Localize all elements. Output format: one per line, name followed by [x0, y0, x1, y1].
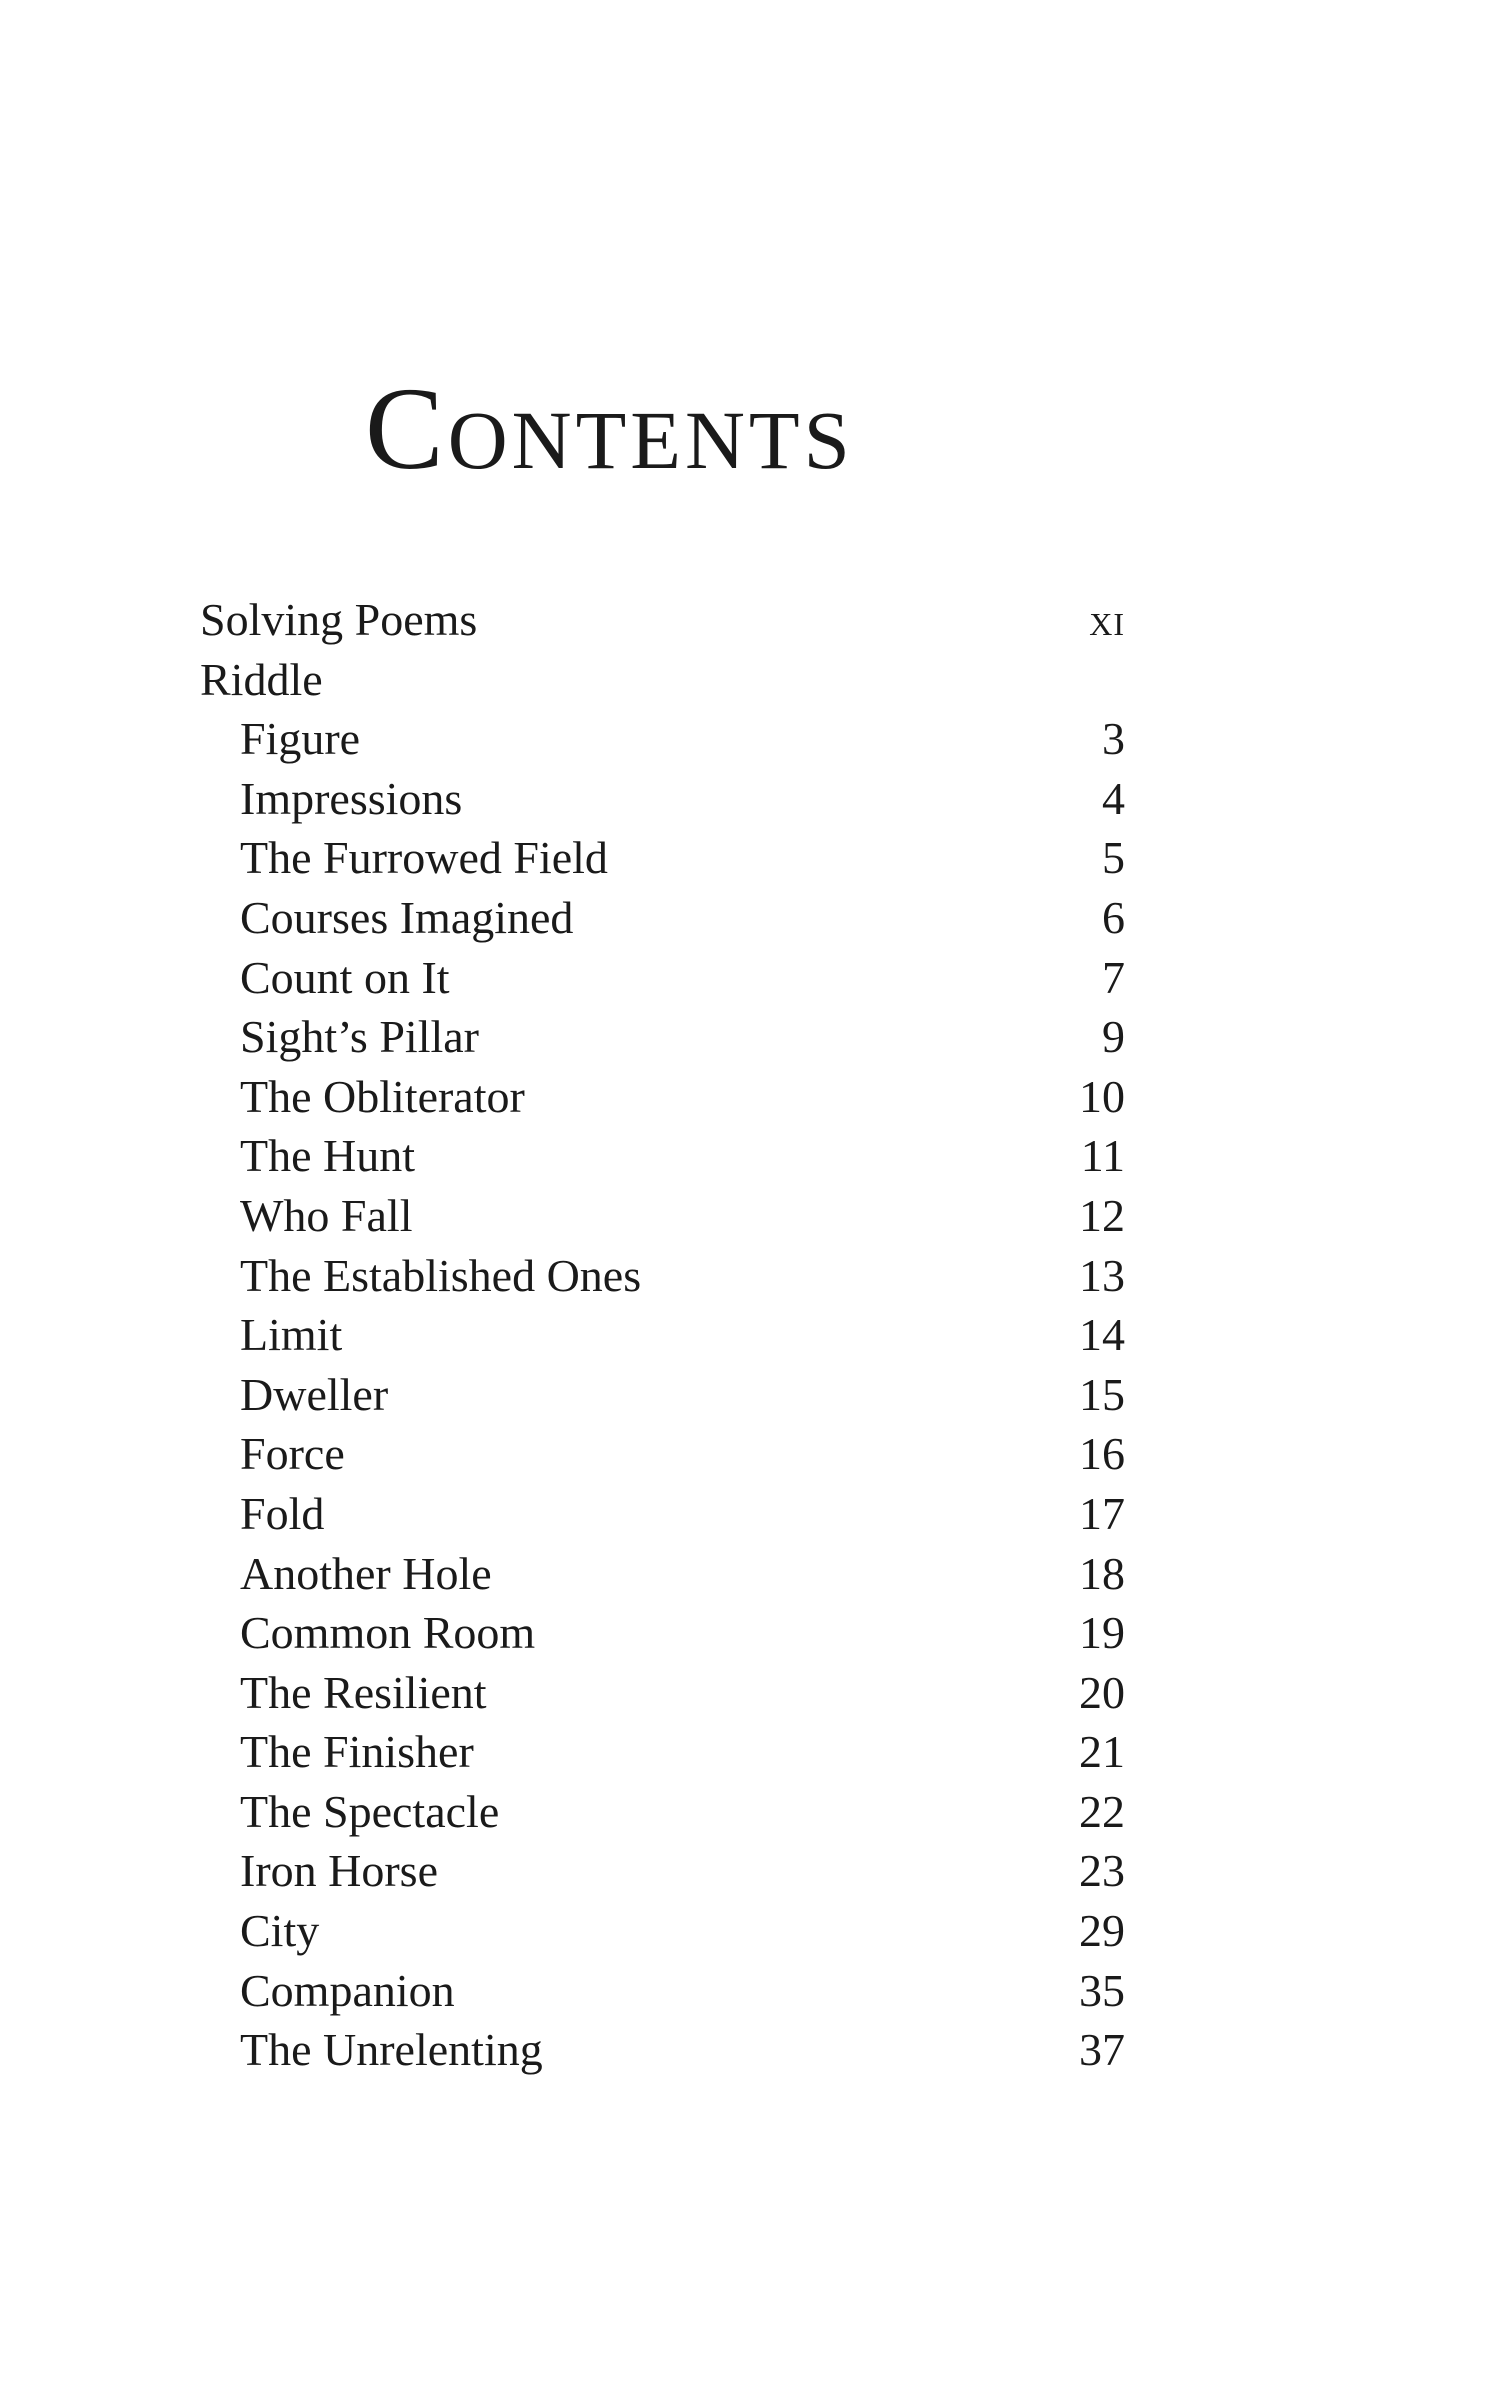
toc-entry-title: The Established Ones	[240, 1249, 642, 1301]
toc-entry-title: Fold	[240, 1487, 325, 1539]
toc-entry	[200, 1544, 1125, 1604]
toc-entry-title: Impressions	[240, 772, 463, 824]
toc-entry-page-number: 22	[1079, 1785, 1125, 1837]
toc-entry-title: The Obliterator	[240, 1070, 525, 1122]
toc-entry-title: Force	[240, 1428, 345, 1480]
toc-entry-page-number: 29	[1079, 1905, 1125, 1957]
toc-entry-title: City	[240, 1905, 320, 1957]
toc-entry	[200, 948, 1125, 1008]
toc-entry	[200, 1365, 1125, 1425]
toc-entry-page-number: 23	[1079, 1845, 1125, 1897]
toc-entry	[200, 1901, 1125, 1961]
toc-entry	[200, 1782, 1125, 1842]
toc-entry	[200, 1961, 1125, 2021]
toc-entry-page-number: 37	[1079, 2024, 1125, 2076]
table-of-contents	[200, 590, 1125, 2080]
toc-entry-page-number: 20	[1079, 1666, 1125, 1718]
toc-entry-title: The Unrelenting	[240, 2024, 543, 2076]
toc-entry-title: The Finisher	[240, 1726, 474, 1778]
toc-entry	[200, 1305, 1125, 1365]
toc-entry	[200, 1126, 1125, 1186]
toc-entry	[200, 1067, 1125, 1127]
toc-entry	[200, 1424, 1125, 1484]
toc-entry-page-number: 13	[1079, 1249, 1125, 1301]
toc-entry	[200, 888, 1125, 948]
toc-entry	[200, 709, 1125, 769]
toc-entry-page-number: 15	[1079, 1368, 1125, 1420]
toc-entry	[200, 828, 1125, 888]
toc-entry	[200, 1603, 1125, 1663]
toc-entry	[200, 1722, 1125, 1782]
toc-entry-title: The Resilient	[240, 1666, 487, 1718]
toc-entry-page-number: 3	[1102, 713, 1125, 765]
toc-entry-title: Courses Imagined	[240, 891, 574, 943]
toc-entry-title: Who Fall	[240, 1189, 413, 1241]
toc-entry-title: Companion	[240, 1964, 455, 2016]
toc-entry-title: Dweller	[240, 1368, 389, 1420]
toc-entry-title: Count on It	[240, 951, 450, 1003]
toc-entry-page-number: xi	[1089, 594, 1125, 645]
toc-entry	[200, 650, 1125, 710]
toc-entry-page-number: 10	[1079, 1070, 1125, 1122]
toc-entry-title: Common Room	[240, 1607, 536, 1659]
toc-entry-title: The Hunt	[240, 1130, 416, 1182]
toc-entry	[200, 590, 1125, 650]
toc-entry-title: Sight’s Pillar	[240, 1011, 479, 1063]
toc-entry-title: Another Hole	[240, 1547, 492, 1599]
toc-entry-page-number: 17	[1079, 1487, 1125, 1539]
toc-entry	[200, 1841, 1125, 1901]
toc-entry	[200, 1007, 1125, 1067]
toc-entry-title: Figure	[240, 713, 361, 765]
toc-entry-title: Solving Poems	[200, 594, 478, 645]
toc-entry-page-number: 9	[1102, 1011, 1125, 1063]
toc-entry-page-number: 6	[1102, 891, 1125, 943]
toc-entry-title: The Furrowed Field	[240, 832, 608, 884]
toc-entry	[200, 769, 1125, 829]
toc-entry	[200, 1663, 1125, 1723]
toc-entry-title: Limit	[240, 1309, 343, 1361]
toc-entry-page-number: 21	[1079, 1726, 1125, 1778]
toc-entry-page-number: 12	[1079, 1189, 1125, 1241]
toc-entry-page-number: 19	[1079, 1607, 1125, 1659]
toc-entry	[200, 1186, 1125, 1246]
toc-entry-page-number: 16	[1079, 1428, 1125, 1480]
toc-entry-page-number: 14	[1079, 1309, 1125, 1361]
toc-entry-title: Iron Horse	[240, 1845, 438, 1897]
toc-entry	[200, 2020, 1125, 2080]
toc-entry-page-number: 5	[1102, 832, 1125, 884]
toc-entry-page-number: 35	[1079, 1964, 1125, 2016]
page-title: Contents	[365, 363, 854, 494]
toc-entry-title: The Spectacle	[240, 1785, 500, 1837]
toc-entry-page-number: 7	[1102, 951, 1125, 1003]
toc-entry-page-number: 18	[1079, 1547, 1125, 1599]
toc-entry	[200, 1484, 1125, 1544]
toc-entry	[200, 1246, 1125, 1306]
toc-entry-page-number: 4	[1102, 772, 1125, 824]
toc-entry-title: Riddle	[200, 653, 323, 705]
toc-entry-page-number: 11	[1080, 1130, 1125, 1182]
